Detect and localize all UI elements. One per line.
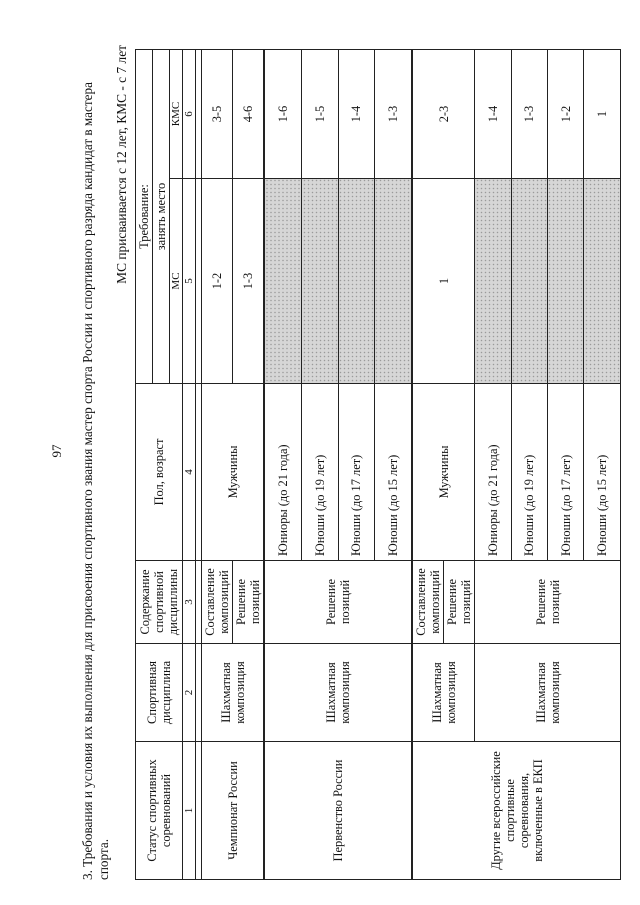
- group-cell: Мужчины: [412, 384, 475, 561]
- table-row: [202, 50, 233, 880]
- ms-cell-empty: [547, 179, 583, 384]
- group-cell: Юноши (до 15 лет): [374, 384, 412, 561]
- kms-cell: 1-2: [547, 50, 583, 179]
- group-cell: Юноши (до 15 лет): [584, 384, 621, 561]
- header-kms: КМС: [170, 50, 183, 179]
- group-cell: Юниоры (до 21 года): [475, 384, 511, 561]
- ms-cell-empty: [374, 179, 412, 384]
- content-cell: Составление композиций: [202, 561, 233, 644]
- col-number: 5: [183, 179, 196, 384]
- header-status: Статус спортивных соревнований: [136, 742, 183, 880]
- group-cell: Юноши (до 17 лет): [338, 384, 374, 561]
- discipline-cell: Шахматная композиция: [412, 644, 475, 742]
- kms-cell: 1-4: [475, 50, 511, 179]
- column-number-row: [183, 50, 196, 880]
- discipline-cell: Шахматная композиция: [202, 644, 265, 742]
- header-discipline: Спортивная дисциплина: [136, 644, 183, 742]
- header-place: занять место: [153, 50, 170, 384]
- kms-cell: 4-6: [233, 50, 265, 179]
- header-ms: МС: [170, 179, 183, 384]
- col-number: 6: [183, 50, 196, 179]
- col-number: 3: [183, 561, 196, 644]
- ms-cell-empty: [475, 179, 511, 384]
- content-cell: Составление композиций: [412, 561, 444, 644]
- col-number: 1: [183, 742, 196, 880]
- kms-cell: 1-5: [302, 50, 338, 179]
- kms-cell: 2-3: [412, 50, 475, 179]
- ms-cell-empty: [338, 179, 374, 384]
- ms-cell-empty: [264, 179, 302, 384]
- ms-cell-empty: [302, 179, 338, 384]
- group-cell: Мужчины: [202, 384, 265, 561]
- col-number: 4: [183, 384, 196, 561]
- kms-cell: 1: [584, 50, 621, 179]
- content-cell: Решение позиций: [444, 561, 475, 644]
- discipline-cell: Шахматная композиция: [475, 644, 621, 742]
- header-content: Содержание спортивной дисциплины: [136, 561, 183, 644]
- group-cell: Юноши (до 19 лет): [302, 384, 338, 561]
- age-note: МС присваивается с 12 лет, КМС - с 7 лет: [114, 45, 129, 284]
- table-row: [412, 50, 444, 880]
- ms-cell: 1-2: [202, 179, 233, 384]
- status-cell: Первенство России: [264, 742, 412, 880]
- header-requirement: Требование:: [136, 50, 153, 384]
- content-cell: Решение позиций: [475, 561, 621, 644]
- content-cell: Решение позиций: [233, 561, 265, 644]
- kms-cell: 3-5: [202, 50, 233, 179]
- group-cell: Юниоры (до 21 года): [264, 384, 302, 561]
- col-number: 2: [183, 644, 196, 742]
- content-cell: Решение позиций: [264, 561, 412, 644]
- status-cell: Чемпионат России: [202, 742, 265, 880]
- requirements-table: [135, 49, 621, 880]
- status-cell: Другие всероссийские спортивные соревнования, включенные в ЕКП: [412, 742, 620, 880]
- discipline-cell: Шахматная композиция: [264, 644, 412, 742]
- header-gender-age: Пол, возраст: [136, 384, 183, 561]
- table-row: [264, 50, 302, 880]
- header-row: [136, 50, 153, 880]
- rotated-content: [68, 30, 628, 880]
- ms-cell: 1: [412, 179, 475, 384]
- page-number: 97: [49, 444, 64, 458]
- kms-cell: 1-3: [511, 50, 547, 179]
- group-cell: Юноши (до 17 лет): [547, 384, 583, 561]
- ms-cell-empty: [584, 179, 621, 384]
- intro-paragraph: 3. Требования и условия их выполнения для присвоения спортивного звания мастер спорта России и спортивного разряда кандидат в мастера спорта.: [80, 82, 111, 880]
- kms-cell: 1-3: [374, 50, 412, 179]
- ms-cell-empty: [511, 179, 547, 384]
- ms-cell: 1-3: [233, 179, 265, 384]
- kms-cell: 1-4: [338, 50, 374, 179]
- kms-cell: 1-6: [264, 50, 302, 179]
- group-cell: Юноши (до 19 лет): [511, 384, 547, 561]
